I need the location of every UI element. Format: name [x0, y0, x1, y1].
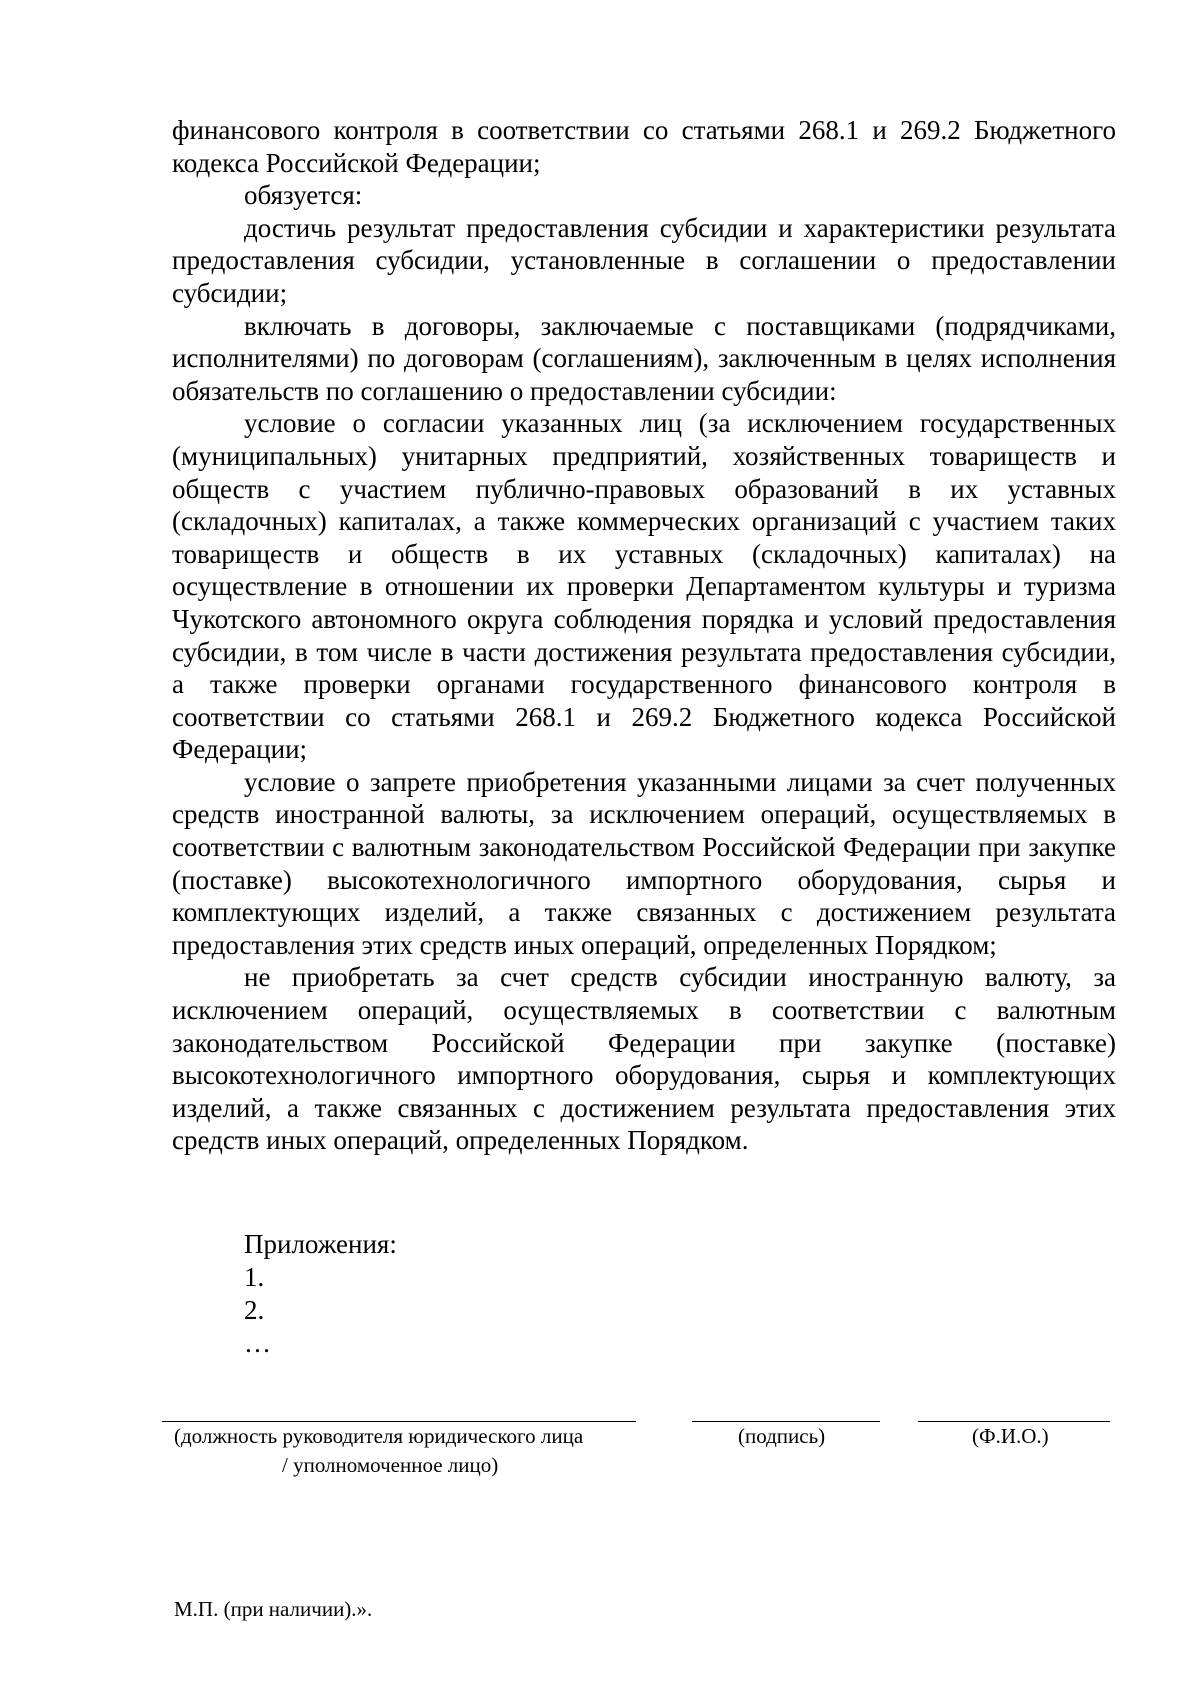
appendix-item: 1.: [244, 1262, 265, 1292]
paragraph-consent-condition: условие о согласии указанных лиц (за исключением государственных (муниципальных) унитарных предприятий, хозяйственных товариществ и обществ с участием публично-правовых образований в их уставных (складочных) капиталах, а также коммерческих организаций с участием таких товариществ и обществ в их уставных (складочных) капиталах) на осуществление в отношении их проверки Департаментом культуры и туризма Чукотского автономного округа соблюдения порядка и условий предоставления субсидии, в том числе в части достижения результата предоставления субсидии, а также проверки органами государственного финансового контроля в соответствии со статьями 268.1 и 269.2 Бюджетного кодекса Российской Федерации;: [172, 408, 1116, 765]
appendix-item: …: [244, 1328, 271, 1358]
paragraph-no-currency-purchase: не приобретать за счет средств субсидии иностранную валюту, за исключением операций, осуществляемых в соответствии с валютным законодательством Российской Федерации при закупке (поставке) высокотехнологичного импортного оборудования, сырья и комплектующих изделий, а также связанных с достижением результата предоставления этих средств иных операций, определенных Порядком.: [172, 962, 1116, 1156]
appendix-item: 2.: [244, 1295, 265, 1325]
position-caption-line1: (должность руководителя юридического лица: [174, 1424, 584, 1448]
appendix-list: [244, 1228, 397, 1360]
stamp-note: М.П. (при наличии).».: [174, 1597, 373, 1621]
signature-caption: (подпись): [738, 1424, 826, 1448]
position-caption-line2: / уполномоченное лицо): [282, 1453, 499, 1477]
paragraph-obligations-heading: обязуется:: [244, 180, 363, 211]
name-caption: (Ф.И.О.): [972, 1424, 1049, 1448]
document-body: [172, 114, 1116, 1157]
paragraph-continuation: финансового контроля в соответствии со статьями 268.1 и 269.2 Бюджетного кодекса Российской Федерации;: [172, 115, 1116, 178]
paragraph-achieve-result: достичь результат предоставления субсидии и характеристики результата предоставления субсидии, установленные в соглашении о предоставлении субсидии;: [172, 212, 1116, 308]
paragraph-include-in-contracts: включать в договоры, заключаемые с поставщиками (подрядчиками, исполнителями) по договорам (соглашениям), заключенным в целях исполнения обязательств по соглашению о предоставлении субсидии:: [172, 310, 1116, 406]
paragraph-currency-prohibition-condition: условие о запрете приобретения указанными лицами за счет полученных средств иностранной валюты, за исключением операций, осуществляемых в соответствии с валютным законодательством Российской Федерации при закупке (поставке) высокотехнологичного импортного оборудования, сырья и комплектующих изделий, а также связанных с достижением результата предоставления этих средств иных операций, определенных Порядком;: [172, 766, 1116, 960]
appendix-heading: Приложения:: [244, 1229, 397, 1259]
